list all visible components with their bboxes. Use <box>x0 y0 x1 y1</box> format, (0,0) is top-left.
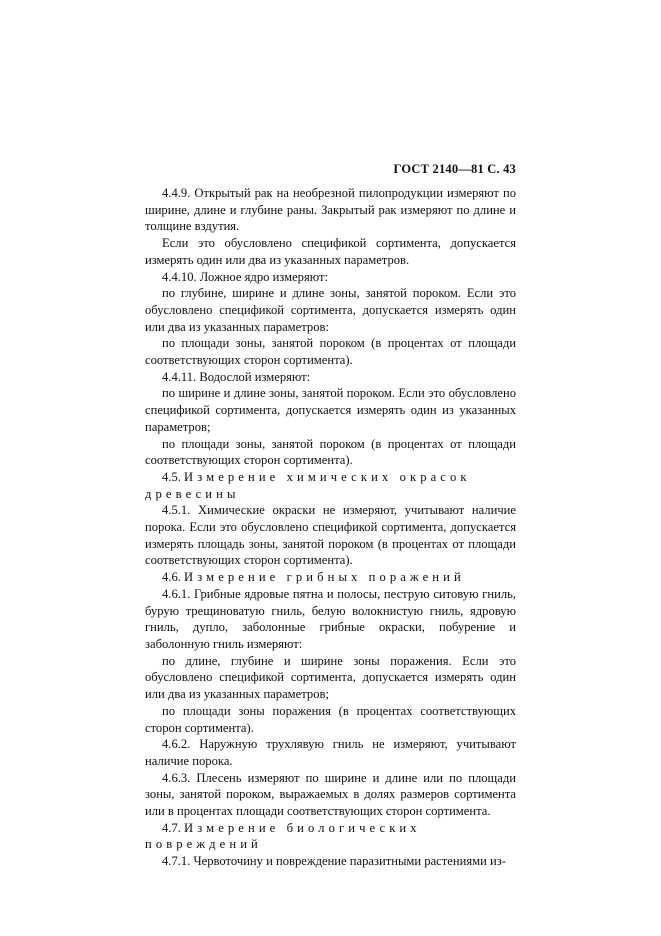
paragraph-4-6-2: 4.6.2. Наружную трухлявую гниль не измеряют, учитывают наличие порока. <box>145 737 516 768</box>
section-heading-4-6 <box>145 569 516 586</box>
section-heading-4-5 <box>145 469 516 502</box>
paragraph-4-5-1: 4.5.1. Химические окраски не измеряют, учитывают наличие порока. Если это обусловлено спецификой сортимента, допускается измерять площадь зоны, занятой пороком (в процентах от площади соответствующих сторон сортимента). <box>145 503 516 568</box>
page-header: ГОСТ 2140—81 С. 43 <box>393 162 516 176</box>
paragraph-4-4-10: 4.4.10. Ложное ядро измеряют: <box>162 269 328 284</box>
paragraph: по длине, глубине и ширине зоны поражения. Если это обусловлено спецификой сортимента, допускается измерять один или два из указанных параметров; <box>145 653 516 702</box>
section-title: Измерение биологических повреждений <box>145 820 421 852</box>
paragraph: Если это обусловлено спецификой сортимента, допускается измерять один или два из указанных параметров. <box>145 236 516 267</box>
section-number: 4.6. <box>162 570 181 585</box>
section-title: Измерение химических окрасок древесины <box>145 469 471 501</box>
section-heading-4-7 <box>145 820 516 853</box>
paragraph-4-4-11: 4.4.11. Водослой измеряют: <box>162 369 311 384</box>
paragraph: по глубине, ширине и длине зоны, занятой пороком. Если это обусловлено спецификой сортимента, допускается измерять один или два из указанных параметров: <box>145 286 516 334</box>
paragraph-4-7-1: 4.7.1. Червоточину и повреждение паразитными растениями из- <box>162 854 506 869</box>
section-title: Измерение грибных поражений <box>184 570 465 585</box>
paragraph-4-6-3: 4.6.3. Плесень измеряют по ширине и длине или по площади зоны, занятой пороком, выражаемых в долях размеров сортимента или в процентах площади соответствующих сторон сортимента. <box>145 770 516 819</box>
paragraph-4-4-9: 4.4.9. Открытый рак на необрезной пилопродукции измеряют по ширине, длине и глубине раны. Закрытый рак измеряют по длине и толщине вздутия. <box>145 186 516 234</box>
paragraph: по площади зоны, занятой пороком (в процентах от площади соответствующих сторон сортимента). <box>145 436 516 468</box>
paragraph: по площади зоны, занятой пороком (в процентах от площади соответствующих сторон сортимента). <box>145 336 516 368</box>
section-number: 4.5. <box>162 469 181 484</box>
document-body <box>145 185 516 870</box>
paragraph: по ширине и длине зоны, занятой пороком. Если это обусловлено спецификой сортимента, допускается измерять один из указанных параметров; <box>145 386 516 434</box>
section-number: 4.7. <box>162 820 181 835</box>
paragraph: по площади зоны поражения (в процентах соответствующих сторон сортимента). <box>145 703 516 735</box>
paragraph-4-6-1: 4.6.1. Грибные ядровые пятна и полосы, пеструю ситовую гниль, бурую трещиноватую гниль, белую волокнистую гниль, ядровую гниль, дупло, заболонные грибные окраски, побурение и заболонную гниль измеряют: <box>145 586 516 651</box>
